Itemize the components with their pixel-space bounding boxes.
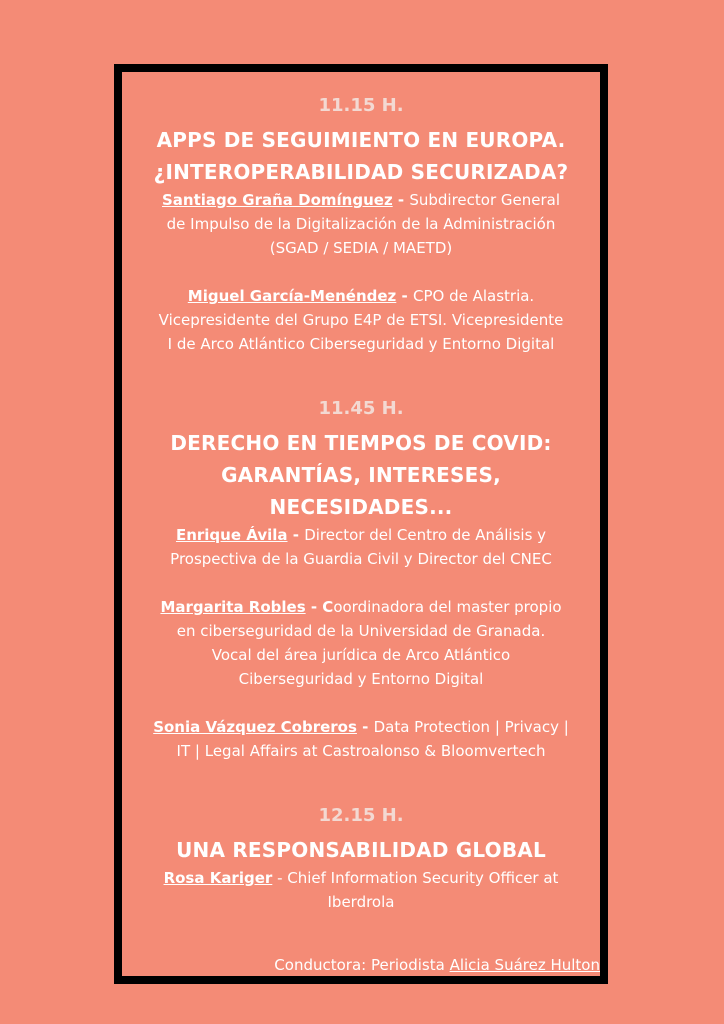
speaker-role-line: Prospectiva de la Guardia Civil y Director del CNEC: [170, 550, 552, 568]
speaker-name: Santiago Graña Domínguez: [161, 191, 393, 209]
speaker-name: Margarita Robles: [160, 598, 306, 616]
host-prefix: Conductora: Periodista: [274, 956, 450, 974]
speaker-separator: - C: [305, 598, 334, 616]
host-credit: [274, 954, 600, 976]
session-2: [122, 356, 600, 763]
speaker-line: [122, 866, 600, 890]
agenda-content: [122, 72, 600, 914]
speaker-role: Data Protection | Privacy |: [373, 718, 569, 736]
speaker-role: oordinadora del master propio: [333, 598, 562, 616]
session-time: 11.45 H.: [318, 398, 404, 419]
agenda-frame: [114, 64, 608, 984]
session-time: 12.15 H.: [318, 805, 404, 826]
session-title-line: DERECHO EN TIEMPOS DE COVID:: [170, 431, 552, 455]
session-3: [122, 763, 600, 914]
speaker-name: Miguel García-Menéndez: [187, 287, 397, 305]
speaker-separator: -: [392, 191, 410, 209]
speaker-name: Sonia Vázquez Cobreros: [153, 718, 357, 736]
speaker-role: Subdirector General: [409, 191, 561, 209]
speaker-role-line: (SGAD / SEDIA / MAETD): [269, 239, 453, 257]
speaker-role-line: Vicepresidente del Grupo E4P de ETSI. Vicepresidente: [158, 311, 564, 329]
session-title-line: ¿INTEROPERABILIDAD SECURIZADA?: [153, 160, 569, 184]
speaker-separator: -: [287, 526, 305, 544]
session-title-line: UNA RESPONSABILIDAD GLOBAL: [176, 838, 546, 862]
session-1: [122, 72, 600, 356]
speaker-role-line: de Impulso de la Digitalización de la Administración: [166, 215, 556, 233]
speaker-separator: -: [272, 869, 288, 887]
speaker-role-line: Iberdrola: [327, 893, 395, 911]
speaker-role-line: Ciberseguridad y Entorno Digital: [238, 670, 484, 688]
speaker-line: [122, 523, 600, 547]
speaker-role-line: IT | Legal Affairs at Castroalonso & Bloomvertech: [176, 742, 546, 760]
speaker-role: CPO de Alastria.: [412, 287, 535, 305]
speaker-separator: -: [356, 718, 374, 736]
speaker-line: [122, 188, 600, 212]
speaker-separator: -: [396, 287, 413, 305]
speaker-role-line: en ciberseguridad de la Universidad de Granada.: [176, 622, 546, 640]
session-title-line: APPS DE SEGUIMIENTO EN EUROPA.: [156, 128, 566, 152]
speaker-role-line: I de Arco Atlántico Ciberseguridad y Entorno Digital: [167, 335, 555, 353]
host-name: Alicia Suárez Hulton: [449, 956, 600, 974]
speaker-name: Rosa Kariger: [163, 869, 273, 887]
speaker-role: Chief Information Security Officer at: [287, 869, 559, 887]
speaker-line: [122, 284, 600, 308]
session-time: 11.15 H.: [318, 95, 404, 116]
session-title-line: NECESIDADES...: [269, 495, 453, 519]
session-title-line: GARANTÍAS, INTERESES,: [221, 463, 501, 487]
speaker-name: Enrique Ávila: [175, 526, 288, 544]
speaker-role: Director del Centro de Análisis y: [304, 526, 547, 544]
speaker-line: [122, 715, 600, 739]
speaker-role-line: Vocal del área jurídica de Arco Atlántico: [211, 646, 511, 664]
speaker-line: [122, 595, 600, 619]
